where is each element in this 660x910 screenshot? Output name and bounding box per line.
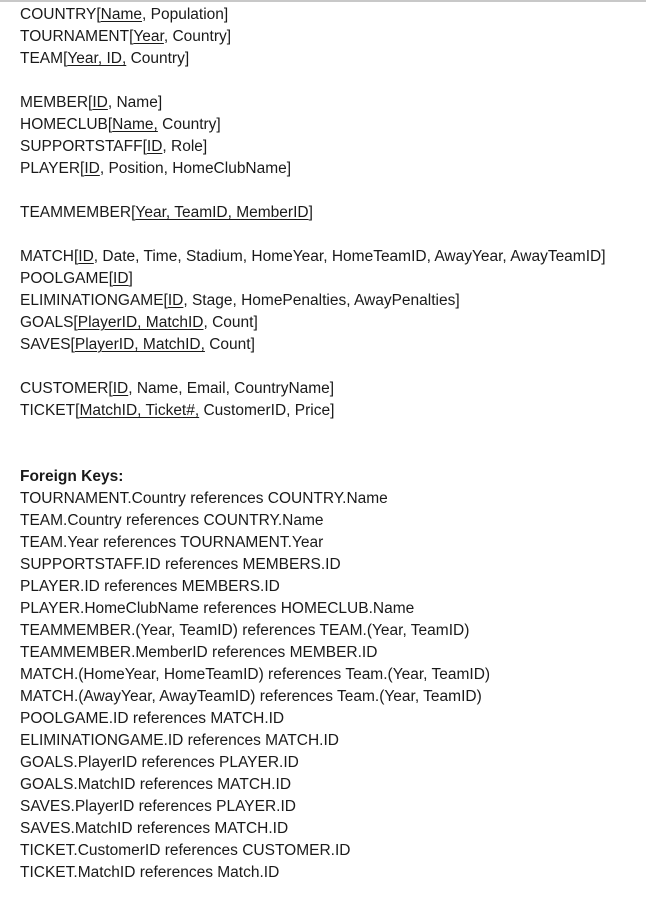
attributes: , Country xyxy=(163,28,227,45)
attributes: , Stage, HomePenalties, AwayPenalties xyxy=(183,292,456,309)
relation-name: SAVES xyxy=(20,336,71,353)
relation-line: CUSTOMER[ID, Name, Email, CountryName] xyxy=(20,380,335,397)
foreign-key-item: TEAMMEMBER.(Year, TeamID) references TEAM.(Year, TeamID) xyxy=(20,622,470,639)
foreign-keys-heading: Foreign Keys: xyxy=(20,468,124,485)
attributes: Count xyxy=(204,336,251,353)
relation-name: MATCH xyxy=(20,248,74,265)
relation-line: MATCH[ID, Date, Time, Stadium, HomeYear, HomeTeamID, AwayYear, AwayTeamID] xyxy=(20,248,606,265)
schema-document xyxy=(20,4,606,884)
foreign-key-item: SUPPORTSTAFF.ID references MEMBERS.ID xyxy=(20,556,341,573)
relation-name: PLAYER xyxy=(20,160,81,177)
relation-name: COUNTRY xyxy=(20,6,97,23)
relation-line: POOLGAME[ID] xyxy=(20,270,133,287)
foreign-key-item: POOLGAME.ID references MATCH.ID xyxy=(20,710,285,727)
attributes: Country xyxy=(126,50,185,67)
primary-key: Name xyxy=(100,6,143,23)
relation-line: TEAMMEMBER[Year, TeamID, MemberID] xyxy=(20,204,313,221)
relation-line: TOURNAMENT[Year, Country] xyxy=(20,28,232,45)
foreign-key-item: GOALS.PlayerID references PLAYER.ID xyxy=(20,754,299,771)
relation-line: ELIMINATIONGAME[ID, Stage, HomePenalties, AwayPenalties] xyxy=(20,292,460,309)
relation-line: TICKET[MatchID, Ticket#, CustomerID, Price] xyxy=(20,402,335,419)
relation-name: CUSTOMER xyxy=(20,380,109,397)
relation-name: TEAMMEMBER xyxy=(20,204,132,221)
primary-key: ID xyxy=(78,248,94,265)
attributes: , Role xyxy=(162,138,203,155)
relation-line: PLAYER[ID, Position, HomeClubName] xyxy=(20,160,292,177)
relation-line: COUNTRY[Name, Population] xyxy=(20,6,229,23)
attributes: Country xyxy=(157,116,217,133)
foreign-key-item: PLAYER.ID references MEMBERS.ID xyxy=(20,578,280,595)
relation-name: POOLGAME xyxy=(20,270,109,287)
primary-key: PlayerID, MatchID, xyxy=(74,336,205,353)
foreign-key-item: ELIMINATIONGAME.ID references MATCH.ID xyxy=(20,732,339,749)
foreign-key-item: GOALS.MatchID references MATCH.ID xyxy=(20,776,292,793)
relation-line: TEAM[Year, ID, Country] xyxy=(20,50,190,67)
foreign-key-item: TEAMMEMBER.MemberID references MEMBER.ID xyxy=(20,644,378,661)
primary-key: ID xyxy=(113,270,129,287)
primary-key: ID xyxy=(146,138,163,155)
primary-key: Name, xyxy=(112,116,158,133)
primary-key: Year, TeamID, MemberID xyxy=(135,204,309,221)
foreign-key-item: MATCH.(HomeYear, HomeTeamID) references Team.(Year, TeamID) xyxy=(20,666,491,683)
top-border xyxy=(0,0,646,2)
attributes: , Name xyxy=(107,94,158,111)
primary-key: ID xyxy=(92,94,108,111)
primary-key: ID xyxy=(167,292,184,309)
attributes: , Date, Time, Stadium, HomeYear, HomeTeamID, AwayYear, AwayTeamID xyxy=(93,248,602,265)
primary-key: Year, ID, xyxy=(67,50,127,67)
foreign-key-item: TEAM.Year references TOURNAMENT.Year xyxy=(20,534,324,551)
primary-key: MatchID, Ticket#, xyxy=(79,402,200,419)
relation-name: MEMBER xyxy=(20,94,89,111)
attributes: , Count xyxy=(203,314,254,331)
foreign-keys-list xyxy=(20,488,606,884)
relation-name: SUPPORTSTAFF xyxy=(20,138,143,155)
relation-name: ELIMINATIONGAME xyxy=(20,292,164,309)
attributes: , Name, Email, CountryName xyxy=(128,380,330,397)
relation-name: TOURNAMENT xyxy=(20,28,130,45)
foreign-key-item: PLAYER.HomeClubName references HOMECLUB.Name xyxy=(20,600,415,617)
relation-line: HOMECLUB[Name, Country] xyxy=(20,116,221,133)
foreign-key-item: TOURNAMENT.Country references COUNTRY.Name xyxy=(20,490,388,507)
primary-key: ID xyxy=(112,380,129,397)
attributes: CustomerID, Price xyxy=(199,402,331,419)
primary-key: PlayerID, MatchID xyxy=(77,314,204,331)
relation-name: GOALS xyxy=(20,314,74,331)
relation-line: SUPPORTSTAFF[ID, Role] xyxy=(20,138,208,155)
relation-name: TEAM xyxy=(20,50,64,67)
attributes: , Population xyxy=(142,6,224,23)
relation-line: SAVES[PlayerID, MatchID, Count] xyxy=(20,336,255,353)
primary-key: ID xyxy=(84,160,100,177)
foreign-key-item: MATCH.(AwayYear, AwayTeamID) references Team.(Year, TeamID) xyxy=(20,688,482,705)
relation-line: GOALS[PlayerID, MatchID, Count] xyxy=(20,314,258,331)
relation-name: HOMECLUB xyxy=(20,116,108,133)
foreign-key-item: TEAM.Country references COUNTRY.Name xyxy=(20,512,324,529)
foreign-key-item: SAVES.PlayerID references PLAYER.ID xyxy=(20,798,296,815)
foreign-key-item: SAVES.MatchID references MATCH.ID xyxy=(20,820,289,837)
primary-key: Year xyxy=(133,28,164,45)
foreign-key-item: TICKET.MatchID references Match.ID xyxy=(20,864,280,881)
foreign-key-item: TICKET.CustomerID references CUSTOMER.ID xyxy=(20,842,351,859)
relation-line: MEMBER[ID, Name] xyxy=(20,94,163,111)
relation-name: TICKET xyxy=(20,402,76,419)
attributes: , Position, HomeClubName xyxy=(99,160,287,177)
